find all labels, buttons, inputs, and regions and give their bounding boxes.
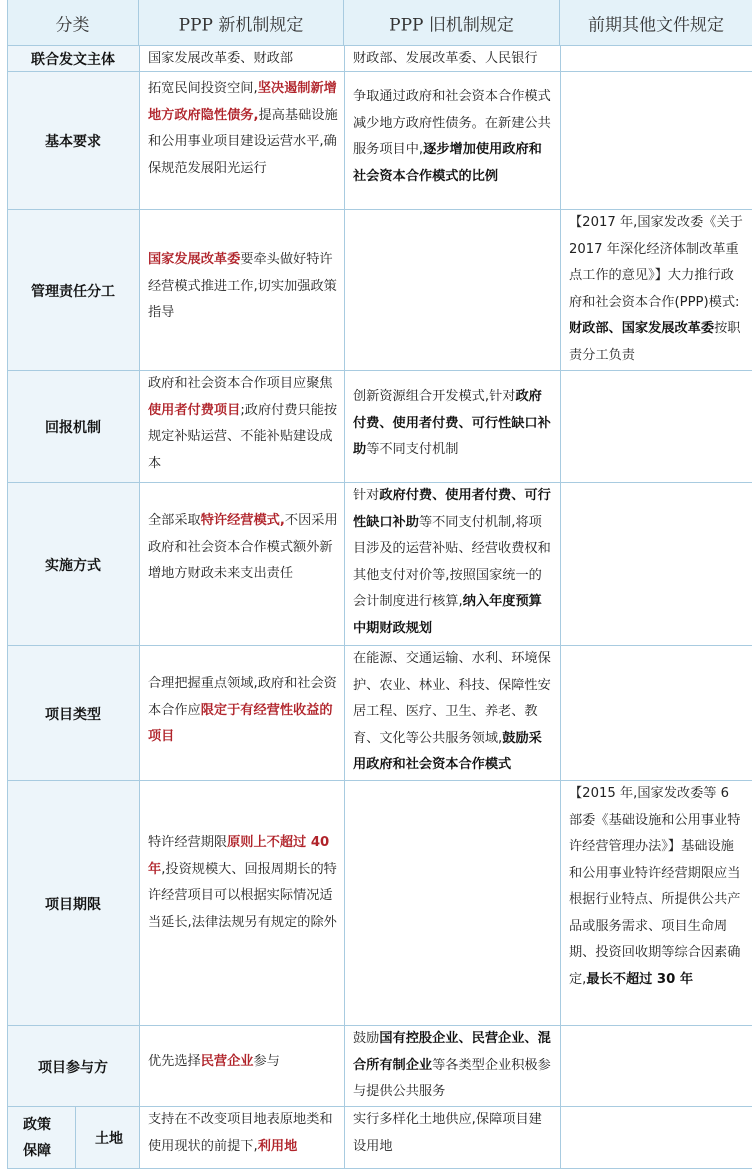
new-text-segment: 国家发展改革委、财政部 [148, 51, 294, 66]
other-emphasis: 最长不超过 30 年 [586, 971, 694, 987]
category-cell [7, 646, 139, 781]
new-rules-text [139, 508, 344, 588]
other-text-segment: 【2015 年,国家发改委等 6 部委《基础设施和公用事业特许经营管理办法》】基础设施和公用事业特许经营期限应当根据行业特点、所提供公共产品或服务需求、项目生命周期、投资回收期等综合因素确定, [569, 786, 741, 987]
row-label: 项目期限 [45, 896, 101, 913]
other-rules-text [560, 781, 752, 993]
row-label: 管理责任分工 [31, 283, 115, 300]
old-rules-text [344, 46, 560, 72]
old-text-segment: 争取通过政府和社会资本合作模式减少地方政府性债务。在新建公共服务项目中, [353, 89, 551, 157]
land-sub-label: 土地 [95, 1131, 123, 1147]
new-text-segment: 要牵头做好特许经营模式推进工作,切实加强政策指导 [148, 252, 337, 320]
old-text-segment: 实行多样化土地供应,保障项目建设用地 [353, 1112, 542, 1154]
new-rules-text [139, 671, 344, 751]
old-rules-text [344, 483, 560, 642]
old-rules-text [344, 1026, 560, 1106]
new-rules-text [139, 76, 344, 182]
row-label: 基本要求 [45, 134, 101, 150]
category-cell [7, 72, 139, 210]
old-rules-text [344, 646, 560, 779]
column-divider [344, 46, 345, 1169]
category-cell [7, 210, 139, 371]
new-emphasis: 特许经营模式, [200, 513, 285, 528]
new-rules-cell [139, 1107, 344, 1169]
new-text-segment: 拓宽民间投资空间, [148, 81, 258, 96]
new-text-segment: 合理把握重点领域,政府和社会资本合作应 [148, 676, 337, 718]
old-text-segment: 等不同支付机制,将项目涉及的运营补贴、经营收费权和其他支付对价等,按照国家统一的会计制度进行核算, [353, 514, 551, 609]
old-text-segment: 等各类型企业积极参与提供公共服务 [353, 1057, 551, 1099]
old-text-segment: 鼓励 [353, 1031, 380, 1046]
other-rules-cell [560, 210, 752, 371]
new-rules-cell [139, 781, 344, 1026]
old-text-segment: 等不同支付机制 [366, 442, 459, 457]
new-text-segment: 特许经营期限 [148, 835, 228, 850]
category-cell [7, 1107, 139, 1169]
row-label: 回报机制 [45, 420, 101, 436]
old-text-segment: 在能源、交通运输、水利、环境保护、农业、林业、科技、保障性安居工程、医疗、卫生、养老、教育、文化等公共服务领域, [353, 651, 551, 746]
old-rules-cell [344, 646, 560, 781]
category-cell [7, 371, 139, 483]
group-divider [75, 1107, 76, 1169]
category-cell [7, 483, 139, 646]
other-rules-cell [560, 483, 752, 646]
new-text-segment: 提高基础设施和公用事业项目建设运营水平,确保规范发展阳光运行 [148, 107, 338, 176]
header-new-rules-label: PPP 新机制规定 [178, 15, 304, 35]
other-rules-cell [560, 1107, 752, 1169]
new-rules-cell [139, 46, 344, 72]
old-rules-text [344, 384, 560, 464]
old-rules-cell [344, 210, 560, 371]
new-rules-text [139, 1049, 344, 1076]
new-rules-text [139, 830, 344, 936]
new-rules-cell [139, 483, 344, 646]
new-text-segment: 参与 [253, 1054, 280, 1069]
other-rules-cell [560, 1026, 752, 1107]
old-rules-text [344, 1107, 560, 1160]
new-emphasis: 坚决遏制新增地方政府隐性债务, [148, 81, 337, 123]
new-rules-text [139, 371, 344, 477]
other-rules-cell [560, 46, 752, 72]
other-rules-cell [560, 72, 752, 210]
row-label: 项目类型 [45, 706, 101, 723]
old-emphasis: 逐步增加使用政府和社会资本合作模式的比例 [353, 142, 542, 184]
new-text-segment: 不因采用政府和社会资本合作模式额外新增地方财政未来支出责任 [148, 513, 338, 581]
new-rules-cell [139, 72, 344, 210]
old-rules-cell [344, 1026, 560, 1107]
header-other-rules-label: 前期其他文件规定 [588, 15, 724, 35]
new-emphasis: 原则上不超过 40 年 [148, 835, 330, 877]
other-rules-text [560, 210, 752, 369]
column-divider [560, 46, 561, 1169]
new-rules-cell [139, 371, 344, 483]
old-emphasis: 纳入年度预算中期财政规划 [353, 594, 542, 636]
new-emphasis: 使用者付费项目 [148, 402, 241, 418]
new-emphasis: 国家发展改革委 [148, 252, 241, 267]
old-emphasis: 鼓励采用政府和社会资本合作模式 [353, 730, 542, 772]
new-rules-cell [139, 210, 344, 371]
policy-group-label: 政策保障 [23, 1117, 51, 1159]
old-emphasis: 国有控股企业、民营企业、混合所有制企业 [353, 1031, 551, 1073]
other-rules-cell [560, 646, 752, 781]
old-rules-cell [344, 46, 560, 72]
other-text-segment: 【2017 年,国家发改委《关于 2017 年深化经济体制改革重点工作的意见》】大力推行政府和社会资本合作(PPP)模式: [569, 215, 743, 310]
category-cell [7, 1026, 139, 1107]
new-text-segment: 支持在不改变项目地表原地类和使用现状的前提下, [148, 1112, 333, 1154]
new-emphasis: 民营企业 [200, 1054, 254, 1069]
new-text-segment: ,投资规模大、回报周期长的特许经营项目可以根据实际情况适当延长,法律法规另有规定的除外 [148, 861, 337, 930]
new-rules-cell [139, 1026, 344, 1107]
new-rules-text [139, 247, 344, 327]
old-rules-cell [344, 371, 560, 483]
row-label: 项目参与方 [38, 1059, 108, 1076]
old-rules-text [344, 84, 560, 190]
header-category-label: 分类 [55, 15, 90, 35]
column-divider [139, 46, 140, 1169]
old-text-segment: 创新资源组合开发模式,针对 [353, 389, 516, 404]
category-cell [7, 46, 139, 72]
new-text-segment: 政府和社会资本合作项目应聚焦 [148, 376, 333, 391]
row-label: 联合发文主体 [31, 52, 115, 68]
new-text-segment: 全部采取 [148, 513, 201, 528]
row-label: 实施方式 [45, 557, 101, 574]
new-text-segment: 优先选择 [148, 1054, 201, 1069]
old-rules-cell [344, 781, 560, 1026]
new-text-segment: ;政府付费只能按规定补贴运营、不能补贴建设成本 [148, 402, 338, 471]
new-rules-cell [139, 646, 344, 781]
old-text-segment: 针对 [353, 488, 380, 503]
new-emphasis: 利用地 [257, 1138, 298, 1154]
other-rules-cell [560, 371, 752, 483]
old-emphasis: 政府付费、使用者付费、可行性缺口补助 [353, 488, 551, 530]
category-cell [7, 781, 139, 1026]
old-text-segment: 财政部、发展改革委、人民银行 [353, 51, 538, 66]
other-text-segment: 按职责分工负责 [569, 321, 741, 363]
new-rules-text [139, 46, 344, 72]
new-rules-text [139, 1107, 344, 1160]
old-rules-cell [344, 72, 560, 210]
header-old-rules-label: PPP 旧机制规定 [389, 15, 514, 35]
new-emphasis: 限定于有经营性收益的项目 [148, 702, 333, 744]
old-rules-cell [344, 1107, 560, 1169]
other-emphasis: 财政部、国家发展改革委 [569, 321, 715, 336]
table-left-edge [7, 0, 8, 1169]
other-rules-cell [560, 781, 752, 1026]
old-rules-cell [344, 483, 560, 646]
old-emphasis: 政府付费、使用者付费、可行性缺口补助 [353, 389, 551, 457]
